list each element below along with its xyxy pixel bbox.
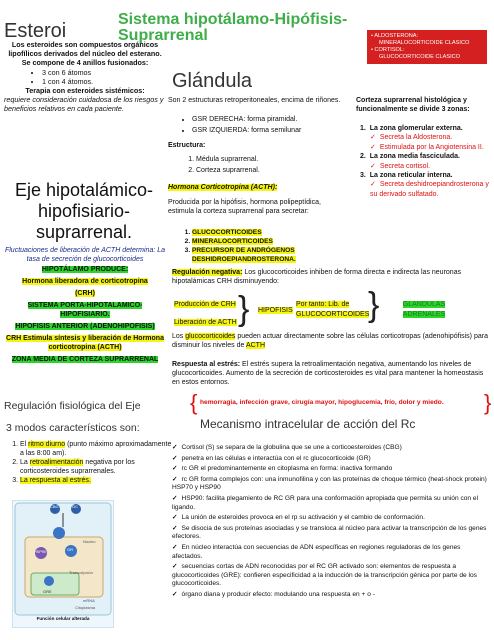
mechanism-item: ✓ HSP90: facilita plegamiento de RC GR para una conformación apropiada que permita su unión con el ligando. [172,495,490,512]
flow-step: Hormona liberadora de corticotropina [22,278,148,285]
lib-acth: Liberación de ACTH [174,319,237,326]
regulation-title: Regulación fisiológica del Eje [4,400,141,412]
diagram-label-gc: GC [72,504,78,509]
hipofisis-label: HIPOFISIS [258,307,293,314]
gsr-item: • GSR DERECHA: forma piramidal. [192,114,352,125]
gsr-item: • GSR IZQUIERDA: forma semilunar [192,125,352,136]
zone-detail: ✓ Secreta cortisol. [360,162,490,171]
prod-crh: Producción de CRH [174,301,236,308]
diagram-label-hsp90: HSP90 [34,550,47,554]
ring-item: • 3 con 6 átomos [42,68,166,77]
flow-step: HIPOTÁLAMO PRODUCE: [41,266,129,273]
brace-right: } [484,390,492,415]
diagram-label-gr: GR [67,547,73,552]
red-summary-box [367,30,487,64]
axis-title: Eje hipotalámico-hipofisiario-suprarrenal. [14,180,154,242]
ring-item: • 1 con 4 átomos. [42,77,166,86]
mechanism-list [172,444,490,600]
mechanism-item: ✓ penetra en las células e interactúa con el rc glucocorticoide (GR) [172,455,490,464]
mode-item: 2. La retroalimentación negativa por los corticosteroides suprarrenales. [20,458,175,476]
flow-step: SISTEMA PORTA-HIPOTALAMICO-HIPOFISIARIO. [27,302,143,318]
mode-item: 1. El ritmo diurno (punto máximo aproximadamente a las 8:00 am). [20,440,175,458]
acth-title: Hormona Corticotropina (ACTH): [168,184,278,191]
diagram-label-mrna: mRNA [83,598,95,603]
cortex-title: Corteza suprarrenal histológica y funcionalmente se divide 3 zonas: [356,97,470,113]
flow-step: ZONA MEDIA DE CORTEZA SUPRARRENAL [11,356,159,363]
intro-text: Los esteroides son compuestos orgánicos lipofílicos derivados del núcleo del esterano. [8,40,162,59]
mechanism-title: Mecanismo intracelular de acción del Rc [200,417,416,431]
mechanism-item: ✓ En núcleo interactúa con secuencias de ADN específicas en regiones reguladoras de los genes afectados. [172,544,490,561]
esteroi-heading: Esteroi [4,20,67,42]
receptor-diagram [12,500,114,628]
acth-item: 1. GLUCOCORTICOIDES [192,228,362,237]
mechanism-item: ✓ rc GR forma complejos con: una inmunofilina y con las proteínas de choque térmico (heat-shock protein) HSP70 y HSP90 [172,476,490,493]
mechanism-item: ✓ Se disocia de sus proteínas asociadas y se transloca al núcleo para activar la transcripción de los genes efectores. [172,525,490,542]
zone-detail: ✓ Estimulada por la Angiotensina II. [360,143,490,152]
diagram-caption: Función celular alterada [36,616,90,621]
red-box-line: • CORTISOL: [371,47,405,53]
bracket-1: } [238,290,250,328]
glandulas-label: GLANDULAS ADRENALES [402,301,446,318]
estructura-item: 2. Corteza suprarrenal. [196,165,260,176]
mode-item: 3. La respuesta al estrés. [20,476,175,485]
mechanism-item: ✓ La unión de esteroides provoca en el rp su activación y el cambio de conformación. [172,514,490,523]
gland-title: Glándula [172,70,253,92]
main-title: Sistema hipotálamo-Hipófisis-Suprarrenal [118,11,348,44]
crh-acth-block [174,296,237,332]
flow-step: CRH Estimula síntesis y liberación de Hormona corticotropina (ACTH) [6,335,164,351]
bracket-2: } [368,286,380,324]
acth-list [178,228,362,264]
zone-name: 3. La zona reticular interna. [360,172,453,180]
diagram-label-cbg: CBG [50,504,59,509]
mechanism-item: ✓ secuencias cortas de ADN reconocidas por el RC GR activado son: elementos de respuesta a glucocorticoides (GRE): confieren especificidad a la inducción de la transcripción génica por parte de los glucocorticoides. [172,563,490,589]
therapy-text: requiere consideración cuidadosa de los riesgos y beneficios relativos en cada paciente. [4,95,164,114]
acth-item: 2. MINERALOCORTICOIDES [192,237,362,246]
portanto-label: Por tanto: Lib. de GLUCOCORTICOIDES [296,301,370,318]
acth-text: Producida por la hipófisis, hormona polipeptídica, estimula la corteza suprarrenal para secretar: [168,199,321,215]
zone-name: 2. La zona media fasciculada. [360,153,460,161]
fluct-text: Fluctuaciones de liberación de ACTH determina: La tasa de secreción de glucocorticoides [4,247,166,263]
zone-detail: ✓ Secreta la Aldosterona. [360,133,490,142]
diagram-label-gre: GRE [43,589,52,594]
zone-name: 1. La zona glomerular externa. [360,125,463,132]
diagram-label-citoplasma: Citoplasma [75,605,96,610]
therapy-title: Terapia con esteroides sistémicos: [25,86,145,96]
diagram-svg [13,501,113,627]
estructura-item: 1. Médula suprarrenal. [196,154,260,165]
red-box-line: MINERALOCORTICOIDE CLASICO [379,40,470,46]
red-box-line: GLUCOCORTICOIDE CLASICO [379,54,461,60]
mechanism-item: ✓ Cortisol (S) se separa de la globulina que se une a corticoesteroides (CBG) [172,444,490,453]
estructura-label: Estructura: [168,142,206,149]
flow-step: (CRH) [75,290,95,297]
acth-item: 3. PRECURSOR DE ANDRÓGENOS DESHIDROEPIANDROSTERONA. [192,246,362,264]
modes-title: 3 modos característicos son: [6,422,140,434]
diagram-label-nucleo: Núcleo [83,539,96,544]
left-intro-block [4,40,166,114]
brace-left: { [190,390,198,415]
gsr-list [182,114,352,136]
mechanism-item: ✓ órgano diana y producir efecto: modulando una respuesta en + o - [172,591,490,600]
zones-list [360,124,490,199]
zone-detail: ✓ Secreta deshidroepiandrosterona y su derivado sulfatado. [360,180,490,199]
diagram-label-transcripcion: Transcripción [69,570,93,575]
flow-step: HIPOFISIS ANTERIOR (ADENOHIPOFISIS) [15,323,155,330]
estructura-list [184,154,260,176]
mechanism-item: ✓ rc GR el predominantemente en citoplasma en forma: inactiva formando [172,465,490,474]
red-box-line: • ALDOSTERONA: [371,33,419,39]
stress-list: hemorragia, infección grave, cirugía mayor, hipoglucemia, frío, dolor y miedo. [200,399,444,406]
modes-list [6,440,175,485]
axis-flow [4,246,166,364]
gland-text: Son 2 estructuras retroperitoneales, encima de riñones. [168,97,341,104]
direct-action-text: Los glucocorticoides pueden actuar directamente sobre las células corticotropas (adenohipófisis) para disminuir los niveles de ACTH [172,333,488,349]
neg-regulation: Regulación negativa: Los glucocorticoides inhiben de forma directa e indirecta las neuronas hipotalámicas CRH disminuyendo: [172,269,462,285]
stress-response: Respuesta al estrés: El estrés supera la retroalimentación negativa, aumentando los niveles de glucocorticoides. Aumento de la secreción de corticosteroides es vital para mantener la homeostasis en estos entornos. [172,361,484,386]
rings-title: Se compone de 4 anillos fusionados: [21,58,149,68]
